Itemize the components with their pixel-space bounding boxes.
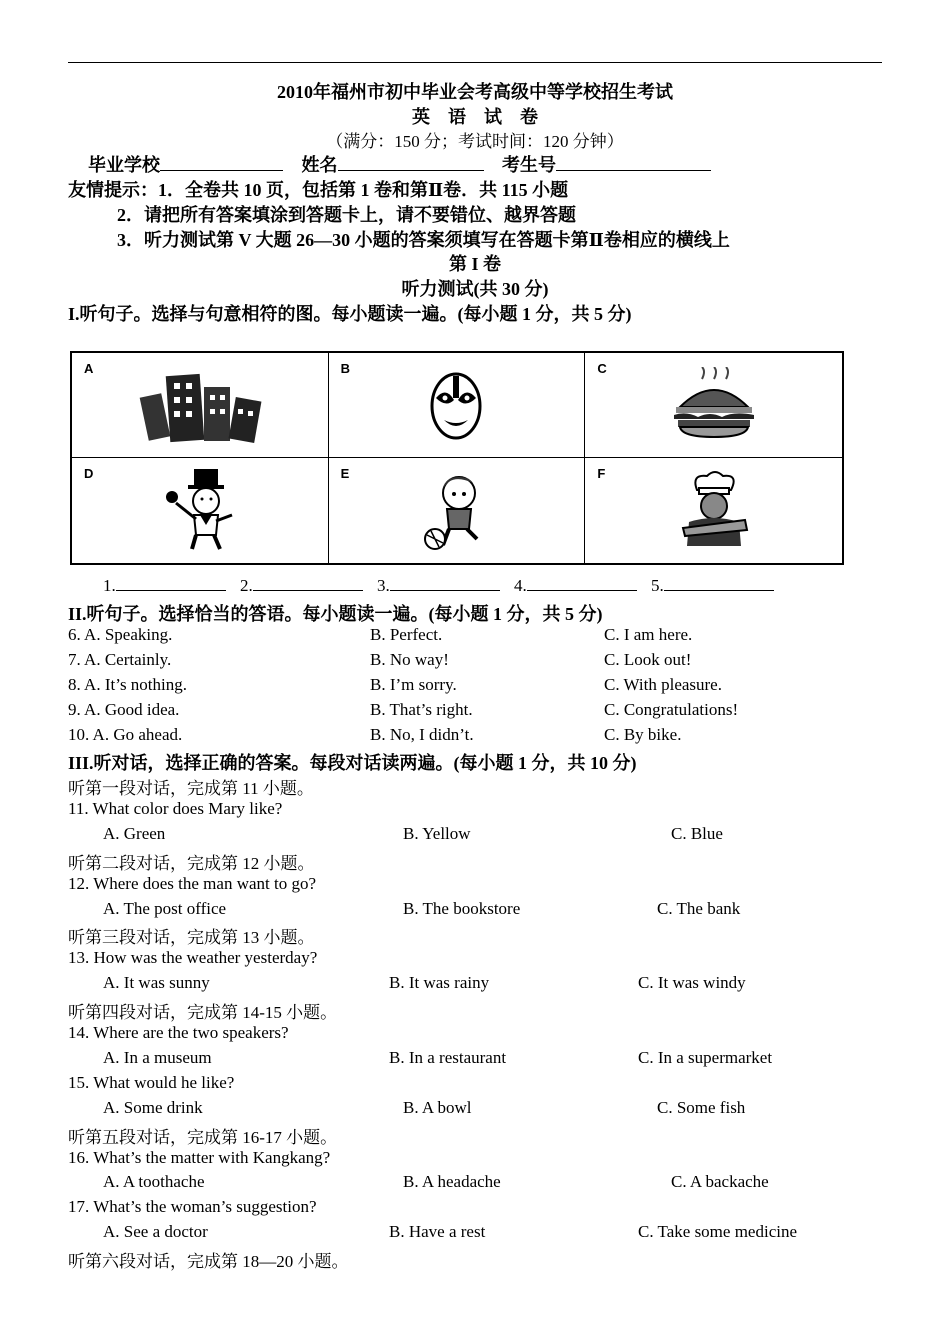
answer-option-a: A. Some drink xyxy=(103,1097,203,1117)
answer-blank[interactable] xyxy=(527,576,637,591)
part1-title: I.听句子。选择与句意相符的图。每小题读一遍。(每小题 1 分，共 5 分) xyxy=(68,304,632,324)
answer-option-b: B. Have a rest xyxy=(389,1222,486,1242)
question-option-b: B. No, I didn’t. xyxy=(370,725,474,744)
picture-label: F xyxy=(597,466,606,481)
answer-option-a: A. See a doctor xyxy=(103,1222,208,1242)
answer-option-c: C. The bank xyxy=(657,898,741,918)
answer-number: 5. xyxy=(651,576,664,595)
opera-mask-icon xyxy=(426,368,486,442)
answer-blank[interactable] xyxy=(253,576,363,591)
picture-cell-f xyxy=(585,458,842,563)
buildings-icon xyxy=(130,365,270,445)
school-blank[interactable] xyxy=(160,154,283,171)
name-label: 姓名 xyxy=(301,155,338,175)
picture-cell-a xyxy=(72,353,329,458)
tip-item: 3．听力测试第 V 大题 26—30 小题的答案须填写在答题卡第Ⅱ卷相应的横线上 xyxy=(117,230,730,250)
question-text: 12. Where does the man want to go? xyxy=(68,873,317,893)
question-text: 17. What’s the woman’s suggestion? xyxy=(68,1197,317,1217)
question-option-c: C. By bike. xyxy=(604,725,682,744)
answer-option-b: B. It was rainy xyxy=(389,973,490,993)
question-option-a: 9. A. Good idea. xyxy=(68,700,180,719)
hamburger-icon xyxy=(666,367,762,443)
question-option-b: B. I’m sorry. xyxy=(370,675,457,694)
question-option-a: 7. A. Certainly. xyxy=(68,650,172,669)
picture-cell-e xyxy=(329,458,586,563)
name-blank[interactable] xyxy=(338,154,484,171)
picture-cell-b xyxy=(329,353,586,458)
dialogue-instruction: 听第四段对话，完成第 14-15 小题。 xyxy=(68,1003,338,1023)
part3-title: III.听对话，选择正确的答案。每段对话读两遍。(每小题 1 分，共 10 分) xyxy=(68,753,637,773)
part2-title: II.听句子。选择恰当的答语。每小题读一遍。(每小题 1 分，共 5 分) xyxy=(68,604,603,624)
question-option-b: B. That’s right. xyxy=(370,700,473,719)
question-text: 11. What color does Mary like? xyxy=(68,798,283,818)
school-label: 毕业学校 xyxy=(88,155,160,175)
exam-subtitle: 英 语 试 卷 xyxy=(412,107,538,127)
question-text: 13. How was the weather yesterday? xyxy=(68,948,318,968)
answer-option-c: C. In a supermarket xyxy=(638,1047,773,1067)
boy-football-icon xyxy=(411,469,501,553)
answer-option-c: C. Take some medicine xyxy=(638,1222,798,1242)
answer-option-c: C. Some fish xyxy=(657,1097,746,1117)
question-option-c: C. Congratulations! xyxy=(604,700,739,719)
question-option-b: B. No way! xyxy=(370,650,449,669)
answer-option-c: C. Blue xyxy=(671,823,723,843)
answer-number: 2. xyxy=(240,576,253,595)
answer-blank[interactable] xyxy=(116,576,226,591)
answer-option-a: A. A toothache xyxy=(103,1172,205,1192)
picture-label: E xyxy=(340,466,350,481)
dialogue-instruction: 听第一段对话，完成第 11 小题。 xyxy=(68,779,314,798)
student-info-row xyxy=(88,151,725,177)
picture-label: C xyxy=(597,361,607,376)
question-text: 14. Where are the two speakers? xyxy=(68,1023,289,1042)
question-option-c: C. With pleasure. xyxy=(604,675,722,694)
picture-grid xyxy=(70,351,844,565)
answer-option-a: A. It was sunny xyxy=(103,973,210,993)
answer-option-c: C. It was windy xyxy=(638,973,746,993)
question-option-a: 8. A. It’s nothing. xyxy=(68,675,188,694)
exam-no-blank[interactable] xyxy=(556,154,711,171)
answer-option-a: A. Green xyxy=(103,823,166,843)
exam-title: 2010年福州市初中毕业会考高级中等学校招生考试 xyxy=(277,82,673,102)
volume-title: 第 I 卷 xyxy=(448,254,501,274)
question-option-c: C. Look out! xyxy=(604,650,692,669)
listening-title: 听力测试(共 30 分) xyxy=(401,279,549,299)
picture-label: D xyxy=(84,466,94,481)
picture-label: B xyxy=(340,361,351,376)
tips-line-1 xyxy=(68,176,568,202)
dialogue-instruction: 听第六段对话，完成第 18—20 小题。 xyxy=(68,1252,349,1272)
part1-answer-row xyxy=(103,576,774,596)
dialogue-instruction: 听第三段对话，完成第 13 小题。 xyxy=(68,928,315,948)
answer-number: 1. xyxy=(103,576,116,595)
question-text: 15. What would he like? xyxy=(68,1072,235,1092)
picture-label: A xyxy=(84,361,94,376)
question-option-b: B. Perfect. xyxy=(370,625,443,644)
question-option-a: 10. A. Go ahead. xyxy=(68,725,183,744)
picture-cell-c xyxy=(585,353,842,458)
answer-blank[interactable] xyxy=(664,576,774,591)
answer-option-b: B. Yellow xyxy=(403,823,471,843)
question-text: 16. What’s the matter with Kangkang? xyxy=(68,1147,331,1167)
top-rule xyxy=(68,62,882,63)
tips-lead: 友情提示： xyxy=(68,180,158,200)
answer-option-b: B. A bowl xyxy=(403,1097,472,1117)
tip-item: 1．全卷共 10 页，包括第 1 卷和第Ⅱ卷．共 115 小题 xyxy=(158,180,569,200)
answer-number: 4. xyxy=(514,576,527,595)
dialogue-instruction: 听第五段对话，完成第 16-17 小题。 xyxy=(68,1127,338,1147)
question-option-a: 6. A. Speaking. xyxy=(68,625,173,644)
answer-option-c: C. A backache xyxy=(671,1172,769,1192)
exam-no-label: 考生号 xyxy=(502,155,556,175)
exam-meta: （满分：150 分；考试时间：120 分钟） xyxy=(326,132,624,151)
picture-cell-d xyxy=(72,458,329,563)
answer-blank[interactable] xyxy=(390,576,500,591)
answer-option-b: B. The bookstore xyxy=(403,898,521,918)
question-option-c: C. I am here. xyxy=(604,625,693,644)
answer-option-a: A. The post office xyxy=(103,898,227,918)
magician-icon xyxy=(150,469,250,553)
dialogue-instruction: 听第二段对话，完成第 12 小题。 xyxy=(68,853,315,873)
tip-item: 2．请把所有答案填涂到答题卡上，请不要错位、越界答题 xyxy=(117,205,576,225)
answer-option-a: A. In a museum xyxy=(103,1047,212,1067)
answer-number: 3. xyxy=(377,576,390,595)
chef-icon xyxy=(669,470,759,552)
answer-option-b: B. In a restaurant xyxy=(389,1047,507,1067)
answer-option-b: B. A headache xyxy=(403,1172,501,1192)
